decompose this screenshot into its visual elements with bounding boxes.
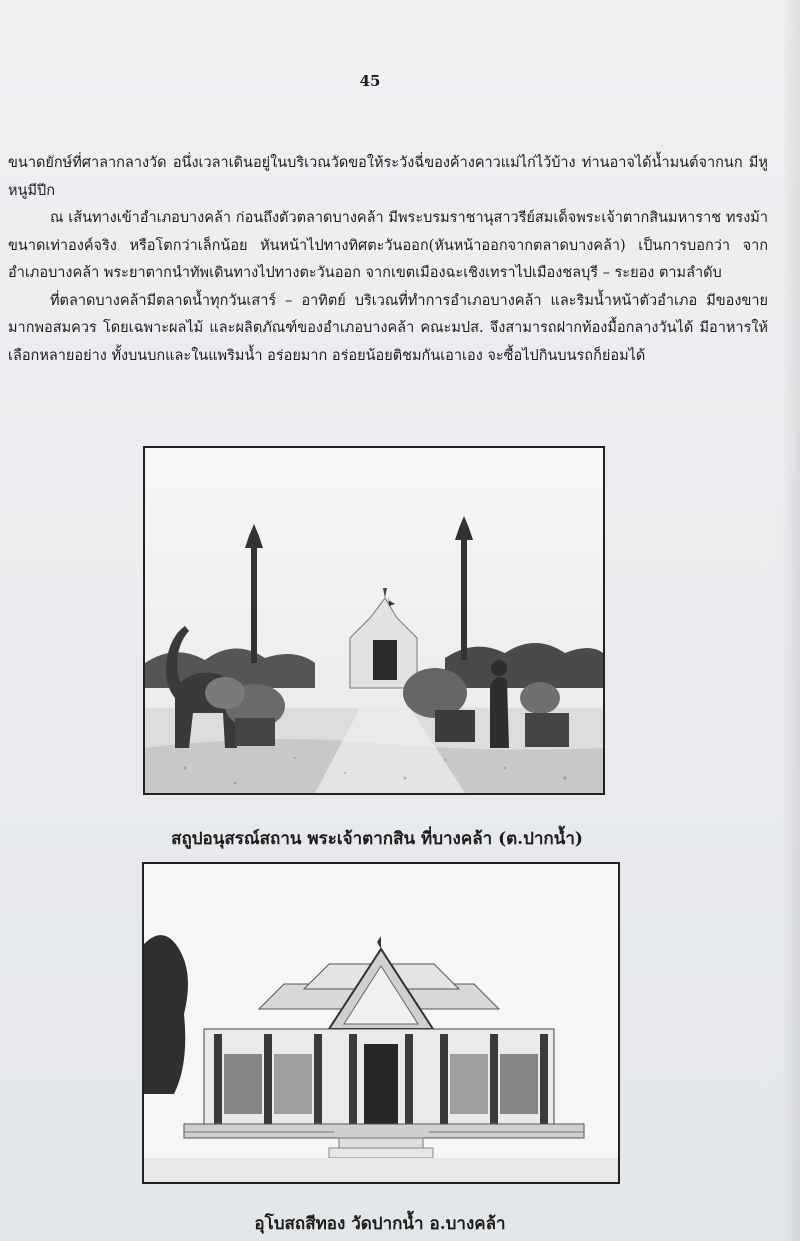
paragraph-taksin-monument: ณ เส้นทางเข้าอำเภอบางคล้า ก่อนถึงตัวตลาดบางคล้า มีพระบรมราชานุสาวรีย์สมเด็จพระเจ้าตากสินมหาราช ทรงม้า ขนาดเท่าองค์จริง หรือโตกว่าเล็กน้อย หันหน้าไปทางทิศตะวันออก(หันหน้าออกจากตลาดบางคล้า) เป็นการบอกว่า จากอำเภอบางคล้า พระยาตากนำทัพเดินทางไปทางตะวันออก จากเขตเมืองฉะเชิงเทราไปเมืองชลบุรี – ระยอง ตามลำดับ (8, 210, 768, 281)
memorial-stupa-photo (143, 446, 605, 795)
binding-shadow (782, 0, 800, 1241)
page-number: 45 (359, 72, 381, 90)
paragraph-continuation: ขนาดยักษ์ที่ศาลากลางวัด อนึ่งเวลาเดินอยู่ในบริเวณวัดขอให้ระวังฉี่ของค้างคาวแม่ไก่ไว้บ้าง ท่านอาจได้น้ำมนต์จากนก มีหู หนูมีปีก (8, 155, 768, 199)
figure-caption: สถูปอนุสรณ์สถาน พระเจ้าตากสิน ที่บางคล้า (ต.ปากน้ำ) (171, 829, 583, 849)
body-text (8, 150, 768, 370)
golden-hall-photo (142, 862, 620, 1184)
paragraph-floating-market: ที่ตลาดบางคล้ามีตลาดน้ำทุกวันเสาร์ – อาทิตย์ บริเวณที่ทำการอำเภอบางคล้า และริมน้ำหน้าตัวอำเภอ มีของขายมากพอสมควร โดยเฉพาะผลไม้ และผลิตภัณฑ์ของอำเภอบางคล้า คณะมปส. จึงสามารถฝากท้องมื้อกลางวันได้ มีอาหารให้เลือกหลายอย่าง ทั้งบนบกและในแพริมน้ำ อร่อยมาก อร่อยน้อยติชมกันเอาเอง จะซื้อไปกินบนรถก็ย่อมได้ (8, 292, 768, 364)
figure-caption: อุโบสถสีทอง วัดปากน้ำ อ.บางคล้า (254, 1214, 506, 1234)
